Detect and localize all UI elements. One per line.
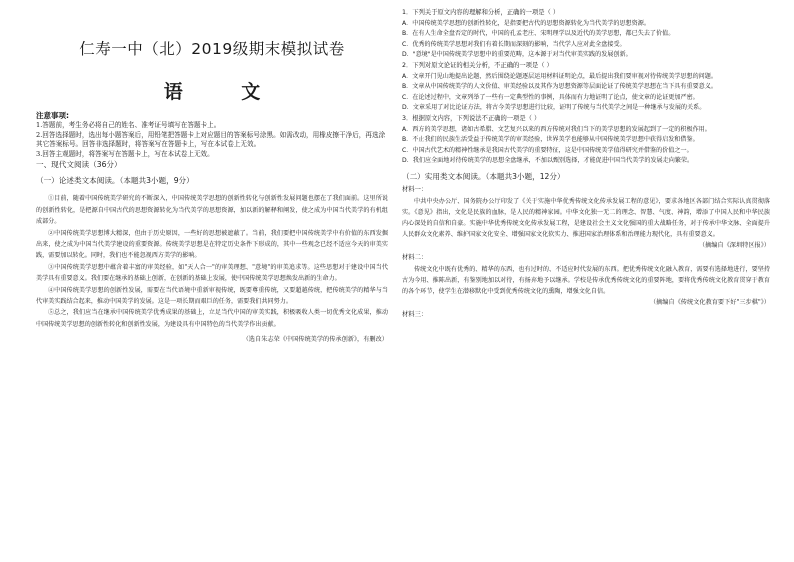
material-2-label: 材料二： [402, 253, 428, 261]
question-1-option-c: C．优秀的传统美学思想对我们有着长期而深刻的影响，当代学人应对此全盘接受。 [402, 40, 626, 48]
question-3-option-d: D．我们应全面地对待传统美学的思想全盘继承，不加以甄别选择，才能促进中国当代美学的发展走向繁荣。 [402, 157, 694, 165]
question-1-option-d: D．"意境"是中国传统美学思想中的重要范畴，这本源于对当代审美实践的发展创新。 [402, 51, 632, 59]
material-1-text: 中共中央办公厅、国务院办公厅印发了《关于实施中华优秀传统文化传承发展工程的意见》，要求各地区各部门结合实际认真贯彻落实。《意见》指出，文化是民族的血脉，是人民的精神家园。中华文化独一无二的理念、智慧、气度、神韵，增添了中国人民和中华民族内心深处的自信和自豪。实施中华优秀传统文化传承发展工程，是建设社会主义文化强国的重大战略任务，对于传承中华文脉、全面提升人民群众文化素养、维护国家文化安全、增强国家文化软实力、推进国家治理体系和治理能力现代化，具有重要意义。 [402, 197, 770, 238]
material-2-text: 传统文化中既有优秀的、精华的东西，也有过时的、不适应时代发展的东西。把优秀传统文化融入教育，需要有选择地进行，要坚持古为今用、推陈出新，有鉴别地加以对待，有扬弃地予以继承。学校是传承优秀传统文化的重要阵地，要将优秀传统文化教育贯穿于教育的各个环节，使学生在潜移默化中受到优秀传统文化的熏陶，增强文化自信。 [402, 265, 770, 295]
material-3-label: 材料三： [402, 310, 428, 318]
essay-paragraph-3: ③中国传统美学思想中蕴含着丰富的审美经验，如"天人合一"的审美理想、"意境"的审美追求等。这些思想对于建设中国当代美学具有重要意义。我们要在继承的基础上创新，在创新的基础上发展，使中国传统美学思想焕发出新的生命力。 [36, 263, 388, 283]
left-column [36, 16, 388, 345]
section-1-heading: 一、现代文阅读（36分） [36, 160, 122, 170]
question-2-option-a: A．文章开门见山地提出论题，然后围绕论题逐层运用材料证明论点，最后提出我们要审视对待传统美学思想的问题。 [402, 72, 717, 80]
question-2-stem: 2．下列对原文论证的相关分析，不正确的一项是（ ） [402, 61, 553, 69]
question-3-option-b: B．不止我们的民族生活受益于传统美学的审美经验，世界美学也能够从中国传统美学思想中获得启发和借鉴。 [402, 136, 699, 144]
notice-item-2: 2.回答选择题时，选出每小题答案后，用铅笔把答题卡上对应题目的答案标号涂黑。如需改动，用橡皮擦干净后，再选涂其它答案标号。回答非选择题时，将答案写在答题卡上，写在本试卷上无效。 [36, 130, 386, 149]
material-1-source: （摘编自《深圳特区报》） [698, 241, 770, 249]
essay-paragraph-1: ①目前，随着中国传统美学研究的不断深入，中国传统美学思想的创新性转化与创新性发展问题也摆在了我们面前。这里所说的创新性转化，是把源自中国古代的思想资源转化为当代美学的思想资源，加以新的解释和阐发，使之成为中国当代美学的有机组成部分。 [36, 195, 388, 226]
subject-title: 语 文 [163, 81, 287, 103]
question-2-option-b: B．文章从中国传统美学的人文价值、审美经验以及其作为思想资源等层面论证了传统美学思想在当下具有重要意义。 [402, 83, 717, 91]
question-3-stem: 3．根据原文内容，下列说法不正确的一项是（ ） [402, 114, 541, 122]
material-2-source: （摘编自《传统文化教育要下好"三步棋"》） [649, 298, 770, 306]
notice-item-3: 3.回答主观题时，将答案写在答题卡上，写在本试卷上无效。 [36, 149, 214, 158]
question-2-option-c: C．在论述过程中，文章列举了一些有一定典型性的事例，具体而有力地证明了论点，使文章的论证更加严密。 [402, 93, 699, 101]
exam-title: 仁寿一中（北）2019级期末模拟试卷 [79, 40, 345, 58]
question-3-option-c: C．中国古代艺术的精神性继承是我国古代美学的重要特征，这是中国传统美学值得研究并借鉴的价值之一。 [402, 146, 693, 154]
essay-paragraph-4: ④中国传统美学思想的创新性发展，需要在当代语境中重新审视传统，既要尊重传统，又要超越传统，把传统美学的精华与当代审美实践结合起来，推动中国美学的发展。这是一项长期而艰巨的任务，需要我们共同努力。 [36, 286, 388, 306]
question-3-option-a: A．西方的美学思想，诸如古希腊、文艺复兴以来的西方传统对我们当下的美学思想的发展起到了一定的积极作用。 [402, 125, 711, 133]
notice-heading: 注意事项: [36, 111, 69, 120]
section-1-subheading: （一）论述类文本阅读。（本题共3小题，9分） [36, 176, 194, 186]
section-2-heading: （二）实用类文本阅读。（本题共3小题，12分） [402, 171, 565, 181]
essay-paragraph-2: ②中国传统美学思想博大精深，但由于历史原因，一些好的思想被遮蔽了。当前，我们要把中国传统美学中有价值的东西发掘出来，使之成为中国当代美学建设的重要资源。传统美学思想是在特定历史条件下形成的，其中一些观念已经不适应今天的审美实践，需要加以转化。同时，我们也不能忽视西方美学的影响。 [36, 229, 388, 260]
material-1-label: 材料一： [402, 185, 428, 193]
question-1-option-b: B．在有人生命全盘否定的时代，中国的孔孟老庄、宋明理学以及近代的美学思想，都已失去了价值。 [402, 30, 675, 38]
essay-source: （选自朱志荣《中国传统美学的传承创新》，有删改） [242, 336, 388, 344]
right-column [402, 8, 770, 321]
question-1-option-a: A．中国传统美学思想的创新性转化，是指要把古代的思想资源转化为当代美学的思想资源。 [402, 19, 650, 27]
question-1-stem: 1．下列关于原文内容的理解和分析，正确的一项是（ ） [402, 9, 560, 16]
essay-paragraph-5: ⑤总之，我们应当在继承中国传统美学优秀成果的基础上，立足当代中国的审美实践，积极吸收人类一切优秀文化成果，推动中国传统美学思想的创新性转化和创新性发展，为建设具有中国特色的当代美学作出贡献。 [36, 309, 388, 328]
notice-item-1: 1.答题前，考生务必将自己的姓名、准考证号填写在答题卡上。 [36, 121, 221, 129]
question-2-option-d: D．文章采用了对比论证方法，将古今美学思想进行比较，证明了传统与当代美学之间是一种继承与发展的关系。 [402, 104, 706, 112]
